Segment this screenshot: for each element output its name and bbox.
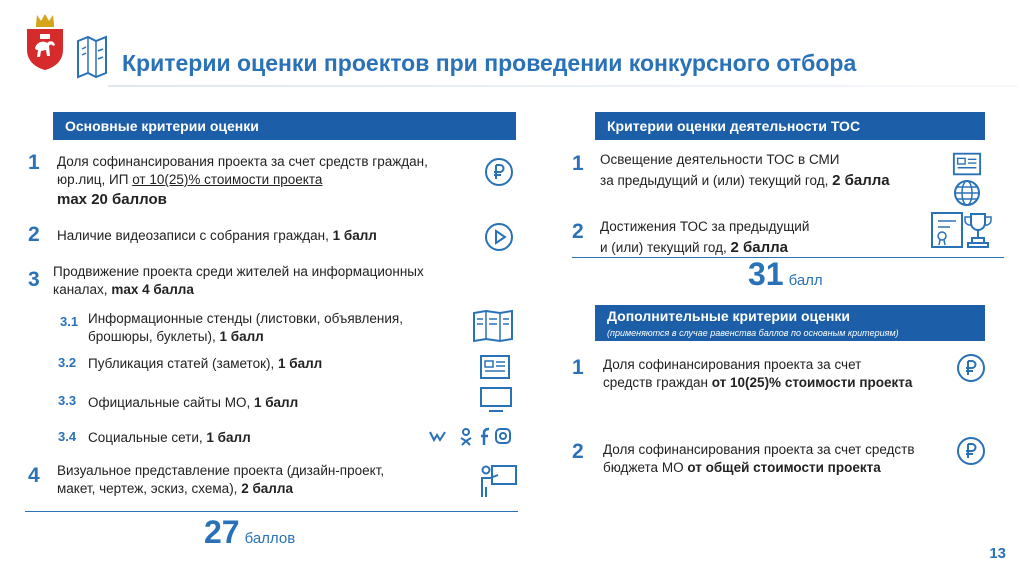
- extra-criteria-header: Дополнительные критерии оценки (применяются в случае равенства баллов по основным критериям): [595, 305, 985, 341]
- ruble-icon: [956, 353, 986, 383]
- page-number: 13: [989, 545, 1006, 562]
- tos-criterion-1-text: Освещение деятельности ТОС в СМИ за предыдущий и (или) текущий год, 2 балла: [600, 152, 890, 189]
- tos-criteria-header: Критерии оценки деятельности ТОС: [595, 112, 985, 140]
- right-total: [748, 256, 823, 293]
- trophy-icon: [962, 211, 994, 249]
- page-title: Критерии оценки проектов при проведении конкурсного отбора: [122, 50, 857, 76]
- left-divider: [25, 511, 518, 512]
- left-total-unit: баллов: [244, 530, 296, 547]
- ruble-icon: [484, 157, 514, 187]
- header-divider: [108, 85, 1018, 87]
- subcriterion-3-3-number: 3.3: [58, 393, 77, 408]
- main-criteria-header: Основные критерии оценки: [53, 112, 516, 140]
- tos-criterion-2-number: 2: [572, 220, 584, 243]
- subcriterion-3-3-text: Официальные сайты МО, 1 балл: [88, 395, 299, 410]
- subcriterion-3-2-text: Публикация статей (заметок), 1 балл: [88, 356, 323, 371]
- extra-criterion-1-number: 1: [572, 356, 584, 379]
- extra-criterion-2-text: Доля софинансирования проекта за счет средств бюджета МО от общей стоимости проекта: [603, 442, 915, 475]
- left-total-value: 27: [204, 514, 240, 550]
- right-total-value: 31: [748, 256, 784, 292]
- social-icons: [428, 426, 512, 446]
- extra-criterion-2-number: 2: [572, 440, 584, 463]
- criterion-1-text: Доля софинансирования проекта за счет средств граждан, юр.лиц, ИП от 10(25)% стоимости проекта max 20 баллов: [57, 154, 428, 208]
- map-logo-icon: [76, 33, 108, 79]
- subcriterion-3-4-number: 3.4: [58, 429, 77, 444]
- newspaper-icon: [952, 151, 982, 177]
- criterion-2-text: Наличие видеозаписи с собрания граждан, 1 балл: [57, 228, 377, 243]
- ruble-icon: [956, 436, 986, 466]
- brochure-icon: [472, 309, 514, 343]
- criterion-3-number: 3: [28, 268, 40, 291]
- criterion-4-number: 4: [28, 464, 40, 487]
- subcriterion-3-1-text: Информационные стенды (листовки, объявления, брошюры, буклеты), 1 балл: [88, 311, 403, 344]
- newspaper-icon: [479, 354, 511, 380]
- tos-criterion-1-number: 1: [572, 152, 584, 175]
- tos-criterion-2-text: Достижения ТОС за предыдущий и (или) текущий год, 2 балла: [600, 219, 810, 256]
- criterion-1-number: 1: [28, 151, 40, 174]
- subcriterion-3-2-number: 3.2: [58, 355, 77, 370]
- subcriterion-3-1-number: 3.1: [60, 314, 79, 329]
- monitor-icon: [479, 386, 513, 414]
- criterion-4-text: Визуальное представление проекта (дизайн-проект, макет, чертеж, эскиз, схема), 2 балла: [57, 463, 385, 496]
- criterion-3-text: Продвижение проекта среди жителей на информационных каналах, max 4 балла: [53, 264, 424, 297]
- globe-icon: [953, 179, 981, 207]
- presenter-icon: [478, 463, 518, 499]
- extra-criterion-1-text: Доля софинансирования проекта за счет средств граждан от 10(25)% стоимости проекта: [603, 357, 913, 390]
- certificate-icon: [930, 211, 964, 249]
- subcriterion-3-4-text: Социальные сети, 1 балл: [88, 430, 251, 445]
- play-icon: [484, 222, 514, 252]
- criterion-2-number: 2: [28, 223, 40, 246]
- coat-of-arms-icon: [23, 12, 67, 72]
- right-total-unit: балл: [788, 272, 823, 289]
- left-total: [204, 514, 295, 551]
